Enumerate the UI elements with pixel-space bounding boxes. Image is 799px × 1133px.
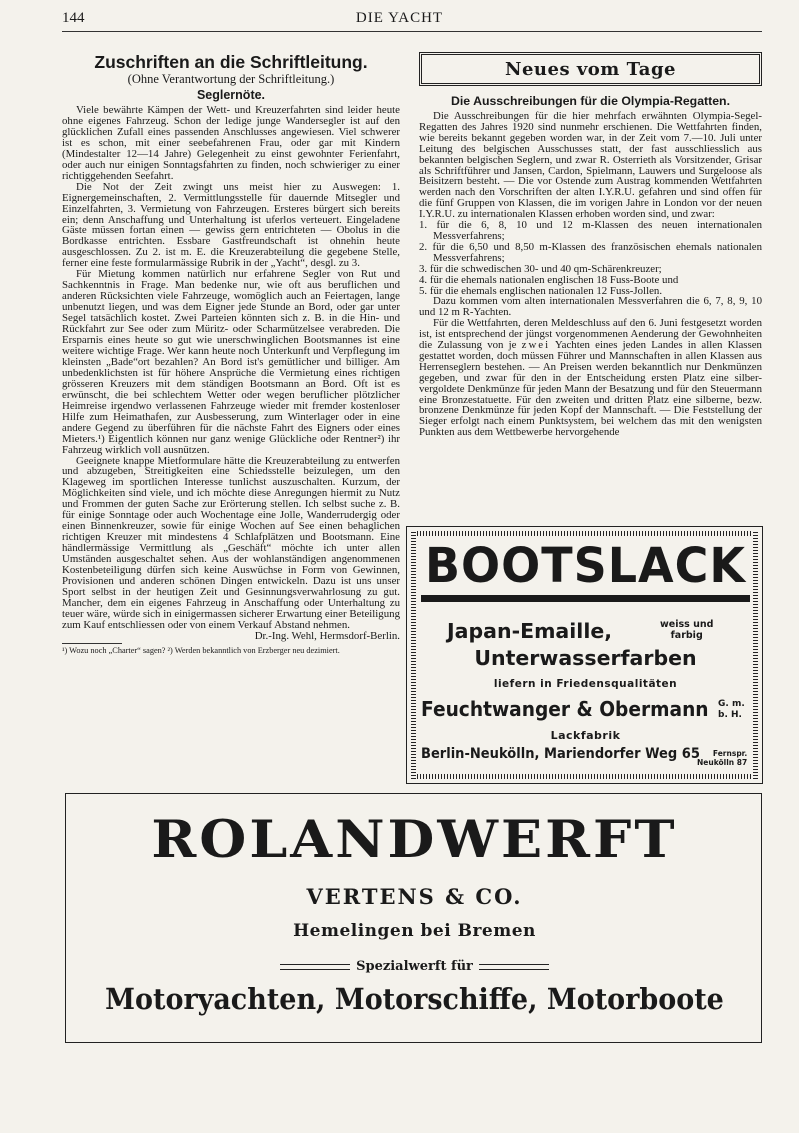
product-line: Unterwasserfarben <box>474 646 697 670</box>
decorative-border <box>411 531 758 536</box>
phone-number: Neukölln 87 <box>697 758 748 767</box>
decorative-border <box>411 774 758 779</box>
location: Hemelingen bei Bremen <box>293 921 536 941</box>
divider <box>280 964 350 970</box>
product-line: Japan-Emaille, <box>447 619 613 643</box>
divider <box>421 595 750 602</box>
trade-label: Lackfabrik <box>550 729 621 742</box>
owners: VERTENS & CO. <box>306 884 523 909</box>
divider <box>479 964 549 970</box>
ad-headline: ROLANDWERFT <box>151 808 678 870</box>
address: Berlin-Neukölln, Mariendorfer Weg 65 <box>421 746 700 762</box>
specialty-row <box>66 959 763 974</box>
bootslack-advertisement <box>406 526 763 784</box>
emphasis-text: zwei <box>521 339 551 352</box>
news-box <box>419 52 762 86</box>
news-column <box>419 52 762 438</box>
paragraph: Geeignete knappe Mietformulare hätte die Kreuzerabteilung zu entwerfen und abzugeben, Streitigkeiten eine Schiedsstelle beizulegen, um den Klageweg im sportlichen Interesse tunlichst auszuschalten. Kurzum, der Möglichkeiten sind viele, und ich möchte diese Anregungen hiermit zu Nutz und Frommen der guten Sache zur Erörterung stellen. Ich selbst suche z. B. für einige Sonntage oder auch Wochentage eine Jolle, Wanderrudergig oder einen Binnenkreuzer, sowie für einige Wochen auf See einen behaglichen richtigen Kreuzer mit mindestens 4 Schlafplätzen und Bootsmann. Eine händlermässige Vermittlung als „Geschäft“ möchte ich unter allen Umständen ausgeschaltet sehen. Aus der wohlanständigen angenommenen Kostenbeteiligung dürfen sich keine Auswüchse in Form von Gewinnen, Provisionen und anderen schönen Dingen entwickeln. Dazu ist uns unser Sport selbst in der heutigen Zeit und Gesinnungsverwahrlosung zu gut. Mancher, dem ein eigenes Fahrzeug in Anschaffung oder Unterhaltung zu teuer wäre, würde sich in einigermassen sicherer Erwartung einer Beteiligung zum Kauf entschliessen oder von einem Verkauf Abstand nehmen. <box>62 454 400 631</box>
note-line: farbig <box>670 630 703 641</box>
suffix-line: b. H. <box>718 710 742 720</box>
phone <box>697 749 747 767</box>
paragraph: Die Ausschreibungen für die hier mehrfach erwähnten Olympia-Segel-Regatten des Jahres 1920 sind nunmehr erschienen. Die Wettfahrten finden, wie bereits bekannt gegeben worden war, in der Zeit vom 7.—10. Juli unter Leitung des belgischen Ausschusses statt, der fast ausschliesslich aus bekannten belgischen Seglern, und zwar R. Osterrieth als Vorsitzender, Grisar als Schriftführer und Jansen, Cardon, Spielmann, Lauwers und Surgeloose als Beisitzern besteht. — Die vor Ostende zum Austrag kommenden Wettfahrten werden nach den Vorschriften der alten I.Y.R.U. gefahren und sind offen für die fünf Gruppen von Klassen, die im vorigen Jahre in London vor der neuen I.Y.R.U. zu internationalen Klassen erhoben worden sind, und zwar: <box>419 110 762 221</box>
note-line: weiss und <box>660 619 714 630</box>
section-subtitle: (Ohne Verantwortung der Schriftleitung.) <box>127 72 335 86</box>
running-title: DIE YACHT <box>355 10 444 26</box>
specialty: Spezialwerft für <box>356 959 473 974</box>
paragraph: Die Not der Zeit zwingt uns meist hier zu Auswegen: 1. Eignergemeinschaften, 2. Vermittlungsstelle für dauernde Mitsegler und Einzelfahrten, 3. Vermietung von Fahrzeugen. Ersteres bürgert sich bereits ein; denn Anschaffung und Unterhaltung ist uferlos verteuert. Eingeladene Gäste müssen fortan einen — gewiss gern entrichteten — Obolus in die Bordkasse entrichten. Essbare Gastfreundschaft ist ohnehin heute ausgeschlossen. Zu 2. ist m. E. die Kreuzerabteilung die gegebene Stelle, ferner eine feste formularmässige Rubrik in der „Yacht“, desgl. zu 3. <box>62 180 400 270</box>
news-article-title: Die Ausschreibungen für die Olympia-Regatten. <box>450 94 730 108</box>
letters-column <box>62 52 400 656</box>
paragraph <box>419 318 762 438</box>
list-item: 4. für die ehemals nationalen englischen 18 Fuss-Boote und <box>419 273 679 286</box>
paragraph: Viele bewährte Kämpen der Wett- und Kreuzerfahrten sind leider heute ohne eigenes Fahrzeug. Schon der ledige junge Wandersegler ist auf den glücklichen Zufall eines passenden Anschlusses angewiesen. Viel schwerer ist es schon, mit einer seebefahrenen Frau, oder gar mit Kindern (Mindestalter 12—14 Jahre) Gelegenheit zu einst gewohnter Ferienfahrt, oder auch nur einigen Sonntagsfahrten zu finden, noch schwieriger zu einer richtiggehenden Seefahrt. <box>62 104 400 182</box>
class-list <box>419 220 762 296</box>
phone-label: Fernspr. <box>712 749 748 758</box>
text-run: Für die Wettfahrten, deren Meldeschluss auf den 6. Juni festgesetzt worden ist, ist entsprechend der jüngst vorgenommenen Aenderung der Gewohnheiten die Zulassung von je <box>419 317 762 352</box>
article-body <box>62 105 400 631</box>
footnotes: ¹) Wozu noch „Charter“ sagen? ²) Werden bekanntlich von Erzberger neu dezimiert. <box>62 645 340 655</box>
signature: Dr.-Ing. Wehl, Hermsdorf-Berlin. <box>254 629 400 642</box>
list-item: 1. für die 6, 8, 10 und 12 m-Klassen des neuen internationalen Messverfahrens; <box>419 219 762 242</box>
page-number: 144 <box>62 10 85 26</box>
news-box-title: Neues vom Tage <box>505 58 676 80</box>
text-run: Yachten eines jeden Landes in allen Klassen gestattet worden, doch müssen Führer und Mannschaften in allen Klassen aus Herrenseglern bestehen. — An Preisen werden bekanntlich nur Denkmünzen gegeben, und zwar für den in der Entscheidung ersten Platz eine silber-vergoldete Denkmünze für jeden Mann der Besatzung und für den Steuermann eine Bronzestatuette. Für den zweiten und dritten Platz eine silberne, bezw. bronzene Denkmünze für jeden Kopf der Mannschaft. — Die Feststellung der Sieger erfolgt nach einem Punktsystem, bei welchem das mit den wenigsten Punkten aus dem Wettbewerbe hervorgehende <box>419 339 762 439</box>
header-rule <box>62 31 762 32</box>
company-name: Feuchtwanger & Obermann <box>421 697 709 721</box>
paragraph: Dazu kommen vom alten internationalen Messverfahren die 6, 7, 8, 9, 10 und 12 m R-Yachten. <box>419 295 762 319</box>
company-suffix <box>718 699 745 721</box>
footnote-rule <box>62 643 122 644</box>
paragraph: Für Mietung kommen natürlich nur erfahrene Segler von Rut und Sachkenntnis in Frage. Man bedenke nur, wie oft aus beruflichen und anderen Rücksichten viele Fahrzeuge, womöglich auch an Feiertagen, lange unbenutzt liegen, und was dem Eigner jede Stunde an Bord, oder gar unter Segel tatsächlich kostet. Zwei Parteien könnten sich z. B. in die Hin- und Rückfahrt zur See oder zum Müritz- oder Scharmützelsee verabreden. Die Ersparnis eines heute so gut wie unerschwinglichen Bootsmannes ist eine weitere wichtige Frage. Wer kann heute noch Unterkunft und Verpflegung im kleinsten „Bade“ort bezahlen? An Bord ist's gemütlicher und billiger. Am unbedenklichsten ist für höhere Ansprüche die Vermietung eines richtigen grösseren Kreuzers mit dem ständigen Bootsmann an Bord. Oft ist es erwünscht, die bei schlechtem Wetter oder wegen beruflicher plötzlicher Heimreise irgendwo verlassenen Fahrzeuge wieder mit fremder kostenloser Hilfe zum Heimathafen, zur Ausbesserung, zum Winterlager oder in eine andere Gegend zu überführen für die nächste Fahrt des Eigners oder eines Mieters.¹) Eigentlich können nur ganz wenige Glückliche oder Rentner²) ihr Fahrzeug wirklich voll ausnützen. <box>62 268 400 456</box>
suffix-line: G. m. <box>718 699 745 709</box>
list-item: 5. für die ehemals englischen nationalen 12 Fuss-Jollen. <box>419 284 663 297</box>
rolandwerft-advertisement <box>65 793 762 1043</box>
list-item: 2. für die 6,50 und 8,50 m-Klassen des französischen ehemals nationalen Messverfahrens; <box>419 240 762 264</box>
tagline: liefern in Friedensqualitäten <box>493 678 678 690</box>
product-note <box>660 619 713 641</box>
section-title: Zuschriften an die Schriftleitung. <box>94 52 368 72</box>
article-title: Seglernöte. <box>196 88 266 102</box>
products: Motoryachten, Motorschiffe, Motorboote <box>105 982 724 1016</box>
ad-headline: BOOTSLACK <box>424 536 747 594</box>
list-item: 3. für die schwedischen 30- und 40 qm-Schärenkreuzer; <box>419 262 662 275</box>
news-article-body <box>419 111 762 438</box>
